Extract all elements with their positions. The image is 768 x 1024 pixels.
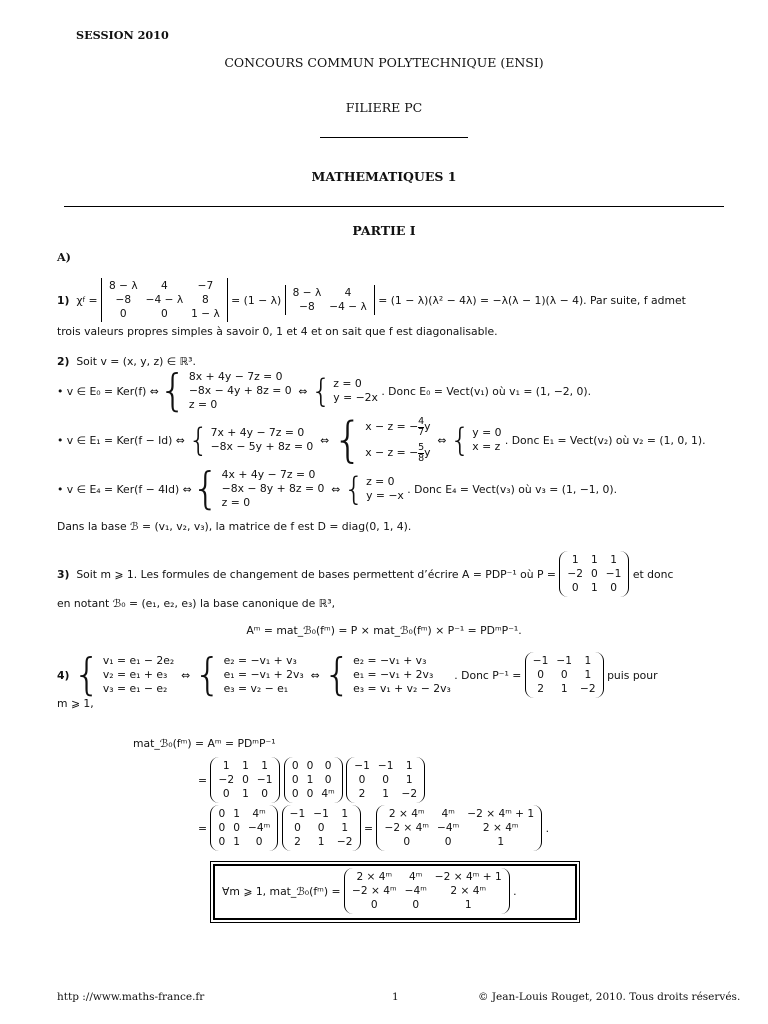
matrix-cell: 0	[571, 582, 579, 594]
q1-tail: = (1 − λ)(λ² − 4λ) = −λ(λ − 1)(λ − 4). Par suite, f admet	[378, 293, 686, 307]
q3-label: 3)	[57, 567, 70, 581]
matrix-row	[286, 807, 357, 821]
subject-title: MATHEMATIQUES 1	[311, 169, 457, 184]
q1-line	[57, 278, 686, 322]
matrix-row	[380, 821, 538, 835]
equation-line: z = 0	[221, 496, 251, 509]
matrix-cell: 0	[222, 788, 230, 800]
e0-result: . Donc E₀ = Vect(v₁) où v₁ = (1, −2, 0).	[381, 384, 592, 398]
matrix-cell: −1	[289, 808, 306, 820]
matrix-cell: 8 − λ	[108, 280, 138, 292]
matrix-cell: 1	[464, 899, 472, 911]
matrix-cell: 0	[233, 822, 240, 834]
matrix-row	[214, 787, 276, 801]
equation-line: v₂ = e₁ + e₃	[102, 668, 168, 681]
matrix-cell: −4 − λ	[329, 301, 367, 313]
q1-mid: = (1 − λ)	[231, 293, 282, 307]
q1-eq: =	[88, 293, 98, 307]
matrix-cell: −1	[532, 655, 549, 667]
matrix-cell: 1 − λ	[191, 308, 220, 320]
matrix-cell: 0	[444, 836, 452, 848]
equation-line: v₃ = e₁ − e₂	[102, 682, 168, 695]
matrix-row	[214, 821, 274, 835]
brace: {	[188, 421, 209, 459]
q4-donc: . Donc P⁻¹ =	[454, 668, 522, 682]
product-row-2: = 0 1 4ᵐ 0 0 −4ᵐ 0 1 0 −1 −1 1 0 0 1 2 1 −2 = 2 × 4ᵐ 4ᵐ −2 × 4ᵐ + 1 −2 × 4ᵐ −4ᵐ 2 × 4ᵐ 0 0 1 .	[198, 805, 549, 851]
equation-line: v₁ = e₁ − 2e₂	[102, 654, 175, 667]
matrix-cell: 1	[497, 836, 505, 848]
matrix-cell: 2	[537, 683, 544, 695]
matrix-row	[350, 759, 421, 773]
chi-symbol: χ	[76, 293, 83, 307]
q3-text2: et donc	[632, 567, 674, 581]
equation-line: y = 0	[472, 426, 502, 439]
brace: {	[310, 372, 332, 410]
matrix-result-boxed	[344, 868, 510, 914]
equation-line: −8x − 5y + 8z = 0	[210, 440, 314, 453]
matrix-cell: 0	[306, 760, 314, 772]
matrix-cell: 1	[382, 788, 390, 800]
q3-formula: Aᵐ = mat_ℬ₀(fᵐ) = P × mat_ℬ₀(fᵐ) × P⁻¹ = PDᵐP⁻¹.	[246, 624, 522, 637]
product-row-1: = 1 1 1 −2 0 −1 0 1 0 0 0 0 0 1 0 0 0 4ᵐ −1 −1 1 0 0 1 2 1 −2	[198, 757, 425, 803]
brace: {	[193, 649, 222, 700]
matrix-row	[105, 293, 224, 307]
q3-line	[57, 551, 673, 597]
matrix-cell: 0	[610, 582, 617, 594]
matrix-cell: 1	[405, 774, 413, 786]
matrix-cell: −2	[580, 683, 596, 695]
matrix-cell: 0	[160, 308, 168, 320]
matrix-cell: 1	[591, 582, 598, 594]
equation-line: z = 0	[366, 475, 395, 488]
box-lhs: ∀m ⩾ 1, mat_ℬ₀(fᵐ) =	[222, 884, 341, 898]
equation-line: 7x + 4y − 7z = 0	[210, 426, 305, 439]
matrix-cell: 1	[591, 554, 598, 566]
matrix-cell: 0	[218, 808, 226, 820]
matrix-cell: 1	[341, 808, 349, 820]
matrix-cell: 4ᵐ	[321, 788, 335, 800]
matrix-cell: 1	[341, 822, 349, 834]
matrix-cell: 1	[233, 836, 240, 848]
matrix-row	[214, 773, 276, 787]
matrix-row	[105, 279, 224, 293]
matrix-cell: −1	[377, 760, 394, 772]
equation-line: e₂ = −v₁ + v₃	[353, 654, 427, 667]
long-divider	[64, 206, 724, 207]
matrix-cell: −4 − λ	[145, 294, 184, 306]
mat-line: mat_ℬ₀(fᵐ) = Aᵐ = PDᵐP⁻¹	[133, 737, 276, 750]
matrix-PDm	[210, 805, 278, 851]
matrix-row	[288, 759, 339, 773]
matrix-cell: 1	[222, 760, 230, 772]
brace: {	[191, 463, 220, 514]
q4-puis: puis pour	[607, 668, 658, 682]
matrix-cell: 0	[294, 822, 301, 834]
matrix-cell: 2	[358, 788, 366, 800]
matrix-cell: 0	[218, 836, 226, 848]
matrix-row	[348, 870, 506, 884]
matrix-cell: −4ᵐ	[247, 822, 271, 834]
matrix-cell: 8	[202, 294, 209, 306]
equation-line: e₁ = −v₁ + 2v₃	[223, 668, 304, 681]
chi-sub: f	[82, 296, 86, 304]
footer-copyright: © Jean-Louis Rouget, 2010. Tous droits réservés.	[478, 991, 741, 1003]
e4-block: • v ∈ E₄ = Ker(f − 4Id) ⇔ { 4x + 4y − 7z = 0 −8x − 8y + 8z = 0 z = 0 ⇔ { z = 0 y = −x . Donc E₄ = Vect(v₃) où v₃ = (1, −1, 0).	[57, 463, 618, 514]
brace: {	[332, 412, 364, 468]
brace: {	[323, 649, 352, 700]
brace: {	[449, 421, 471, 459]
footer-url[interactable]: http ://www.maths-france.fr	[57, 991, 205, 1003]
e1-system	[211, 426, 314, 454]
determinant-3x3	[101, 278, 228, 322]
matrix-cell: 0	[358, 774, 366, 786]
e0-system	[189, 370, 292, 412]
brace: {	[343, 470, 365, 508]
matrix-cell: 1	[261, 760, 269, 772]
matrix-cell: −1	[605, 568, 622, 580]
matrix-P	[559, 551, 629, 597]
matrix-cell: −1	[313, 808, 329, 820]
equation-line: 8x + 4y − 7z = 0	[188, 370, 283, 383]
matrix-cell: 4ᵐ	[252, 808, 266, 820]
matrix-cell: 0	[412, 899, 420, 911]
matrix-row	[288, 787, 339, 801]
matrix-row	[563, 567, 625, 581]
matrix-cell: 1	[405, 760, 413, 772]
matrix-cell: 0	[119, 308, 127, 320]
matrix-Dm	[284, 757, 343, 803]
matrix-Pinv-2	[346, 757, 425, 803]
q4-line: 4) { v₁ = e₁ − 2e₂ v₂ = e₁ + e₃ v₃ = e₁ − e₂ ⇔ { e₂ = −v₁ + v₃ e₁ = −v₁ + 2v₃ e₃ = v₂ − e₁ ⇔ { e₂ = −v₁ + v₃ e₁ = −v₁ + 2v₃ e₃ = v₁ + v₂ − 2v₃ . Donc P⁻¹ = −1 −1 1 0 0 1 2 1 −2 puis pour	[57, 649, 658, 700]
matrix-cell: −8	[299, 301, 315, 313]
matrix-cell: −1	[256, 774, 273, 786]
matrix-cell: 1	[306, 774, 314, 786]
matrix-cell: 0	[382, 774, 390, 786]
matrix-cell: 0	[560, 669, 568, 681]
matrix-cell: 0	[591, 568, 598, 580]
matrix-cell: 0	[403, 836, 411, 848]
matrix-row	[214, 759, 276, 773]
matrix-cell: −7	[197, 280, 214, 292]
q4-system-3	[353, 654, 451, 696]
q2-label: 2)	[57, 355, 70, 368]
e1-system-reduced: x − z = − $\frac{4}{7}$ y x − z = − $\frac{5}{8}$ y	[365, 415, 431, 464]
e0-system-reduced	[333, 377, 378, 405]
equation-line: −8x − 8y + 8z = 0	[221, 482, 325, 495]
matrix-cell: 1	[233, 808, 240, 820]
equation-line: z = 0	[188, 398, 218, 411]
matrix-cell: −2	[218, 774, 235, 786]
matrix-row	[348, 884, 506, 898]
matrix-row	[563, 581, 625, 595]
e4-lhs: • v ∈ E₄ = Ker(f − 4Id) ⇔	[57, 482, 192, 496]
e1-system-final	[472, 426, 501, 454]
matrix-cell: 4ᵐ	[441, 808, 455, 820]
matrix-row	[563, 553, 625, 567]
equation-line: y = −2x	[333, 391, 378, 404]
matrix-cell: 0	[324, 774, 332, 786]
e4-system	[222, 468, 325, 510]
matrix-cell: 0	[291, 760, 299, 772]
matrix-row	[529, 682, 600, 696]
matrix-cell: 1	[242, 788, 249, 800]
equation-line: 4x + 4y − 7z = 0	[221, 468, 316, 481]
matrix-cell: 0	[261, 788, 269, 800]
q3-line2: en notant ℬ₀ = (e₁, e₂, e₃) la base canonique de ℝ³,	[57, 597, 336, 610]
matrix-Pinv-3	[282, 805, 361, 851]
matrix-row	[350, 773, 421, 787]
matrix-cell: 2 × 4ᵐ	[450, 885, 487, 897]
matrix-cell: 1	[571, 554, 579, 566]
matrix-cell: −1	[354, 760, 370, 772]
equation-line: e₃ = v₁ + v₂ − 2v₃	[353, 682, 451, 695]
q2-conclusion: Dans la base ℬ = (v₁, v₂, v₃), la matrice de f est D = diag(0, 1, 4).	[57, 520, 412, 533]
matrix-cell: −4ᵐ	[404, 885, 427, 897]
matrix-cell: 8 − λ	[292, 287, 322, 299]
matrix-cell: −8	[115, 294, 132, 306]
e0-lhs: • v ∈ E₀ = Ker(f) ⇔	[57, 384, 159, 398]
section-a-label: A)	[57, 250, 71, 264]
matrix-row	[288, 773, 339, 787]
matrix-cell: 2 × 4ᵐ	[388, 808, 425, 820]
matrix-cell: −1	[556, 655, 572, 667]
matrix-cell: 1	[242, 760, 249, 772]
matrix-cell: 0	[537, 669, 544, 681]
matrix-cell: 0	[291, 788, 299, 800]
matrix-cell: 0	[324, 760, 332, 772]
matrix-cell: 1	[610, 554, 617, 566]
q3-text: Soit m ⩾ 1. Les formules de changement de bases permettent d’écrire A = PDP⁻¹ où P =	[76, 567, 556, 581]
e1-result: . Donc E₁ = Vect(v₂) où v₂ = (1, 0, 1).	[504, 433, 706, 447]
matrix-cell: 0	[291, 774, 299, 786]
matrix-cell: −4ᵐ	[437, 822, 460, 834]
concours-title: CONCOURS COMMUN POLYTECHNIQUE (ENSI)	[224, 55, 544, 70]
matrix-P-2	[210, 757, 280, 803]
brace: {	[158, 365, 187, 416]
matrix-cell: −2	[567, 568, 584, 580]
matrix-cell: 4	[160, 280, 168, 292]
matrix-cell: 2 × 4ᵐ	[356, 871, 393, 883]
matrix-cell: −2	[401, 788, 418, 800]
e4-result: . Donc E₄ = Vect(v₃) où v₃ = (1, −1, 0).	[407, 482, 618, 496]
matrix-cell: 0	[317, 822, 325, 834]
matrix-cell: 0	[242, 774, 249, 786]
q1-conclusion: trois valeurs propres simples à savoir 0, 1 et 4 et on sait que f est diagonalisable.	[57, 325, 498, 338]
matrix-row	[380, 835, 538, 849]
matrix-cell: 1	[584, 655, 592, 667]
brace: {	[72, 649, 101, 700]
matrix-cell: 0	[218, 822, 226, 834]
matrix-cell: 1	[560, 683, 568, 695]
boxed-formula: ∀m ⩾ 1, mat_ℬ₀(fᵐ) = 2 × 4ᵐ 4ᵐ −2 × 4ᵐ + 1 −2 × 4ᵐ −4ᵐ 2 × 4ᵐ 0 0 1 .	[222, 868, 517, 914]
equation-line: e₁ = −v₁ + 2v₃	[353, 668, 434, 681]
matrix-cell: −2 × 4ᵐ + 1	[434, 871, 502, 883]
matrix-row	[348, 898, 506, 912]
filiere-title: FILIERE PC	[345, 100, 423, 115]
matrix-row	[286, 835, 357, 849]
e0-block: • v ∈ E₀ = Ker(f) ⇔ { 8x + 4y − 7z = 0 −8x − 4y + 8z = 0 z = 0 ⇔ { z = 0 y = −2x . Donc E₀ = Vect(v₁) où v₁ = (1, −2, 0).	[57, 365, 592, 416]
equation-line: −8x − 4y + 8z = 0	[188, 384, 292, 397]
q4-line2: m ⩾ 1,	[57, 697, 94, 710]
e1-block: • v ∈ E₁ = Ker(f − Id) ⇔ { 7x + 4y − 7z = 0 −8x − 5y + 8z = 0 ⇔ { x − z = − $\frac{4}{7}$ y x − z = − $\frac{5}{8}$ y ⇔ { y = 0 x = z . Donc E₁ = Vect(v₂) où v₂ = (1, 0, 1).	[57, 412, 706, 468]
matrix-row	[289, 300, 371, 314]
matrix-cell: 0	[306, 788, 314, 800]
partie-title: PARTIE I	[352, 223, 416, 238]
session-label: SESSION 2010	[76, 28, 169, 42]
matrix-row	[289, 286, 371, 300]
equation-line: y = −x	[366, 489, 404, 502]
matrix-cell: −2	[336, 836, 353, 848]
matrix-cell: −2 × 4ᵐ + 1	[467, 808, 535, 820]
e4-system-reduced	[366, 475, 404, 503]
equation-line: e₃ = v₂ − e₁	[223, 682, 289, 695]
equation-line: x = z	[472, 440, 501, 453]
q4-system-2	[224, 654, 304, 696]
matrix-cell: −2 × 4ᵐ	[384, 822, 430, 834]
matrix-Pinv	[525, 652, 604, 698]
footer-page-number: 1	[392, 991, 399, 1003]
matrix-cell: 0	[370, 899, 378, 911]
matrix-cell: 1	[317, 836, 325, 848]
matrix-cell: 2	[294, 836, 301, 848]
matrix-cell: 4ᵐ	[409, 871, 423, 883]
e1-lhs: • v ∈ E₁ = Ker(f − Id) ⇔	[57, 433, 185, 447]
matrix-cell: −2 × 4ᵐ	[352, 885, 397, 897]
matrix-cell: 2 × 4ᵐ	[482, 822, 519, 834]
matrix-result	[376, 805, 542, 851]
matrix-row	[529, 668, 600, 682]
matrix-row	[105, 307, 224, 321]
equation-line: e₂ = −v₁ + v₃	[223, 654, 297, 667]
matrix-cell: 4	[344, 287, 352, 299]
q1-label: 1)	[57, 293, 70, 307]
matrix-row	[380, 807, 538, 821]
short-divider	[320, 137, 468, 138]
equation-line: z = 0	[333, 377, 362, 390]
matrix-cell: 1	[584, 669, 592, 681]
q4-system-1	[103, 654, 174, 696]
matrix-row	[350, 787, 421, 801]
q2-intro-text: Soit v = (x, y, z) ∈ ℝ³.	[76, 355, 196, 368]
q4-label: 4)	[57, 668, 70, 682]
matrix-row	[286, 821, 357, 835]
matrix-row	[529, 654, 600, 668]
matrix-cell: 0	[255, 836, 263, 848]
matrix-row	[214, 835, 274, 849]
determinant-2x2	[285, 285, 375, 315]
matrix-row	[214, 807, 274, 821]
